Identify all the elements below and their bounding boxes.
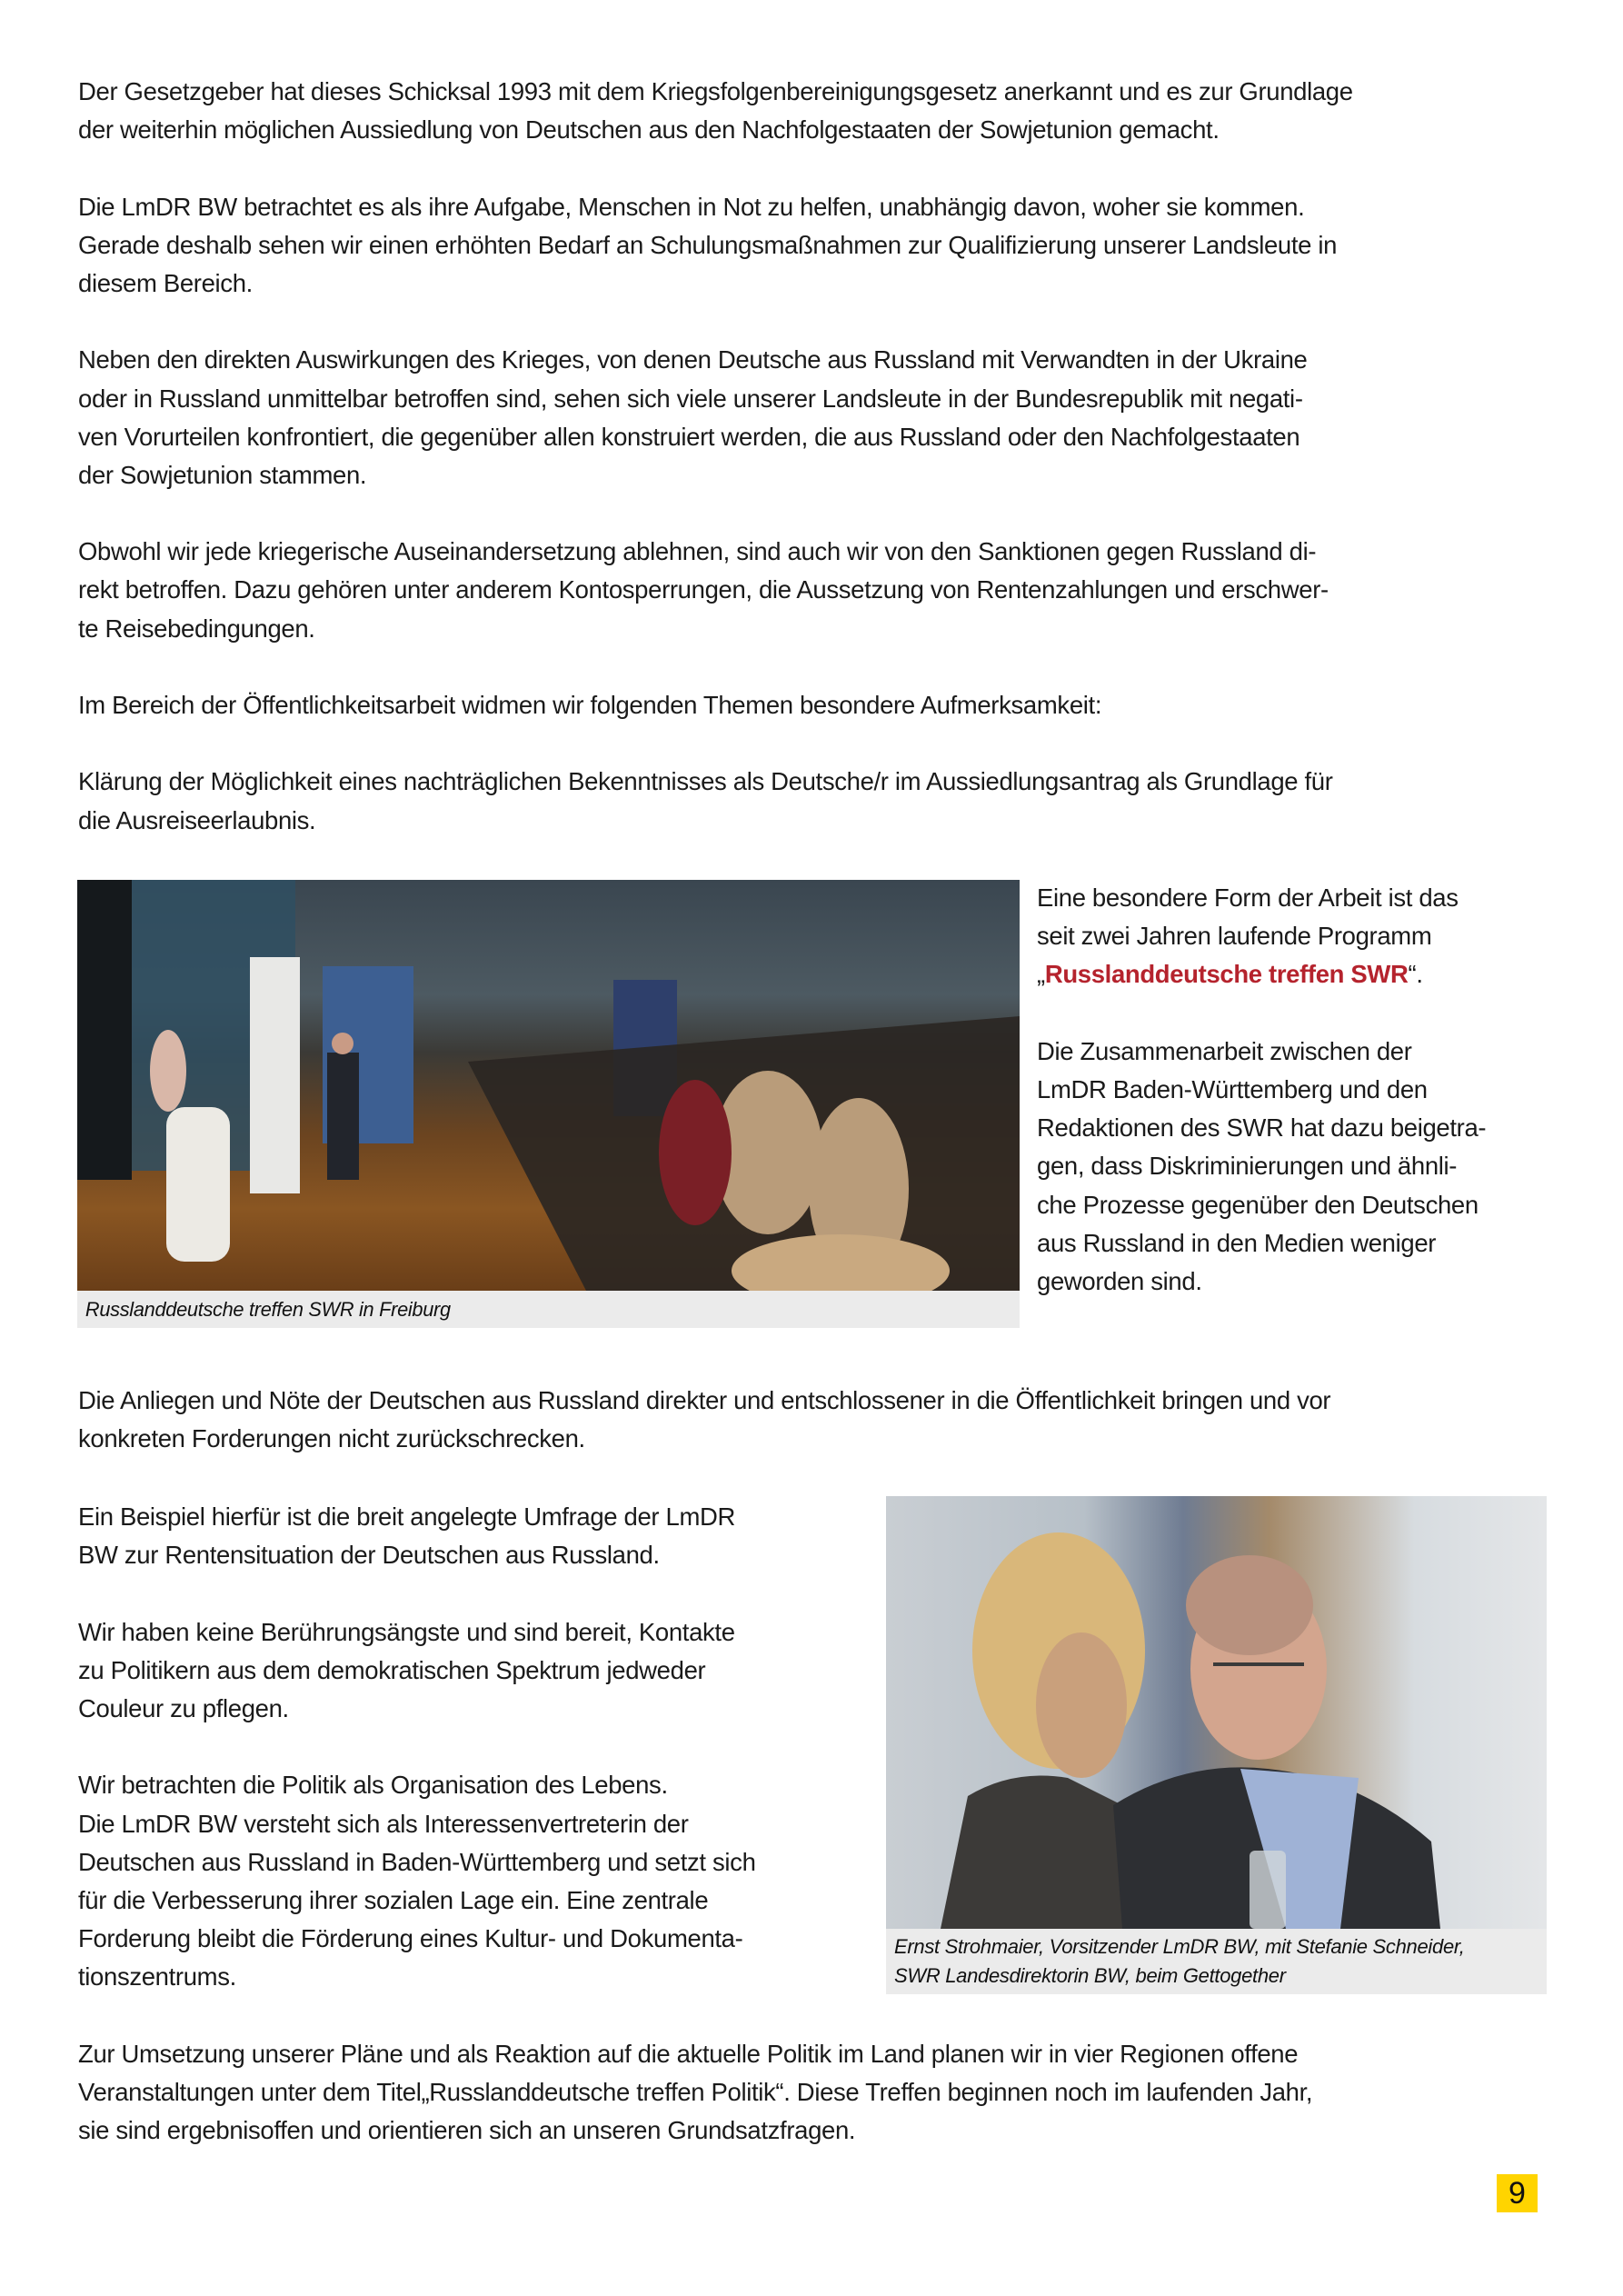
text-span: te Reisebedingungen. <box>78 614 315 643</box>
text-line <box>78 418 1550 456</box>
text-span: Wir betrachten die Politik als Organisation des Lebens. <box>78 1771 668 1800</box>
text-span: Ein Beispiel hierfür ist die breit angelegte Umfrage der LmDR <box>78 1502 736 1531</box>
text-span: Eine besondere Form der Arbeit ist das <box>1037 883 1459 912</box>
text-span: Die LmDR BW versteht sich als Interessenvertreterin der <box>78 1809 689 1838</box>
text-span: Der Gesetzgeber hat dieses Schicksal 1993 mit dem Kriegsfolgenbereinigungsgesetz anerkannt und es zur Grundlage <box>78 77 1353 105</box>
text-line <box>78 1420 1550 1458</box>
text-span: der weiterhin möglichen Aussiedlung von Deutschen aus den Nachfolgestaaten der Sowjetunion gemacht. <box>78 115 1220 145</box>
text-line <box>1037 917 1555 955</box>
text-line <box>78 341 1550 379</box>
text-line <box>78 188 1550 226</box>
text-span: Gerade deshalb sehen wir einen erhöhten Bedarf an Schulungsmaßnahmen zur Qualifizierung unserer Landsleute in <box>78 230 1338 259</box>
text-span: Im Bereich der Öffentlichkeitsarbeit widmen wir folgenden Themen besondere Aufmerksamkeit: <box>78 691 1102 719</box>
text-line <box>78 2035 1550 2073</box>
text-span: Redaktionen des SWR hat dazu beigetra- <box>1037 1113 1487 1143</box>
text-span: Zur Umsetzung unserer Pläne und als Reaktion auf die aktuelle Politik im Land planen wir in vier Regionen offene <box>78 2040 1299 2068</box>
text-line <box>78 1958 860 1996</box>
text-line <box>78 533 1550 571</box>
text-line <box>78 1882 860 1920</box>
text-line <box>78 2073 1550 2111</box>
text-span: diesem Bereich. <box>78 268 253 297</box>
photo-portrait-illustration <box>886 1496 1547 1929</box>
program-name-highlight: Russlanddeutsche treffen SWR <box>1044 960 1409 989</box>
text-span: che Prozesse gegenüber den Deutschen <box>1037 1190 1479 1219</box>
page-number: 9 <box>1508 2176 1526 2211</box>
photo-strohmaier-caption <box>886 1929 1547 1994</box>
text-line <box>78 1920 860 1958</box>
text-line <box>78 1690 860 1728</box>
text-line <box>78 610 1550 648</box>
text-line <box>1037 1147 1555 1185</box>
intro-paragraphs <box>78 73 1550 840</box>
paragraph-regional-events <box>78 2035 1550 2151</box>
text-line <box>78 265 1550 303</box>
text-line <box>78 226 1550 265</box>
text-line <box>1037 879 1555 917</box>
left-column-text <box>78 1498 860 1996</box>
text-span: ven Vorurteilen konfrontiert, die gegenüber allen konstruiert werden, die aus Russland oder den Nachfolgestaaten <box>78 422 1300 451</box>
caption-text: SWR Landesdirektorin BW, beim Gettogether <box>894 1964 1286 1987</box>
text-span: für die Verbesserung ihrer sozialen Lage ein. Eine zentrale <box>78 1885 709 1914</box>
paragraph-concerns <box>78 1382 1550 1458</box>
text-line <box>1037 1071 1555 1109</box>
text-line <box>78 380 1550 418</box>
text-span: Forderung bleibt die Förderung eines Kultur- und Dokumenta- <box>78 1924 743 1953</box>
text-line <box>78 456 1550 494</box>
text-span: Die Zusammenarbeit zwischen der <box>1037 1036 1412 1065</box>
text-span: aus Russland in den Medien weniger <box>1037 1228 1437 1257</box>
text-span: zu Politikern aus dem demokratischen Spektrum jedweder <box>78 1655 706 1684</box>
text-span: der Sowjetunion stammen. <box>78 460 367 489</box>
quote-open: „ <box>1037 960 1045 989</box>
paragraph-public-relations <box>78 686 1550 724</box>
text-span: die Ausreiseerlaubnis. <box>78 805 316 834</box>
text-span: Die Anliegen und Nöte der Deutschen aus Russland direkter und entschlossener in die Öffentlichkeit bringen und vor <box>78 1386 1331 1414</box>
text-span: LmDR Baden-Württemberg und den <box>1037 1074 1428 1103</box>
text-span: Neben den direkten Auswirkungen des Krieges, von denen Deutsche aus Russland mit Verwandten in der Ukraine <box>78 345 1308 374</box>
text-span: Klärung der Möglichkeit eines nachträglichen Bekenntnisses als Deutsche/r im Aussiedlungsantrag als Grundlage für <box>78 767 1333 796</box>
quote-close: “. <box>1408 960 1423 989</box>
text-span: tionszentrums. <box>78 1962 236 1992</box>
text-line <box>78 1843 860 1882</box>
text-line <box>78 1382 1550 1420</box>
text-line <box>78 686 1550 724</box>
text-span: Obwohl wir jede kriegerische Auseinandersetzung ablehnen, sind auch wir von den Sanktionen gegen Russland di- <box>78 537 1317 566</box>
text-line <box>1037 1224 1555 1263</box>
text-span: Deutschen aus Russland in Baden-Württemberg und setzt sich <box>78 1847 756 1876</box>
text-span: Couleur zu pflegen. <box>78 1693 289 1722</box>
text-span: Wir haben keine Berührungsängste und sind bereit, Kontakte <box>78 1617 735 1646</box>
text-line <box>78 2111 1550 2150</box>
page-number-badge <box>1497 2174 1538 2212</box>
text-line <box>1037 1263 1555 1301</box>
text-line <box>78 1536 860 1574</box>
text-line <box>1037 955 1555 993</box>
caption-text: Russlanddeutsche treffen SWR in Freiburg <box>85 1298 451 1321</box>
text-span: seit zwei Jahren laufende Programm <box>1037 922 1432 951</box>
text-line <box>78 763 1550 801</box>
sidebar-text <box>1037 879 1555 1301</box>
text-line <box>78 1766 860 1804</box>
paragraph-mission <box>78 188 1550 304</box>
text-span: sie sind ergebnisoffen und orientieren sich an unseren Grundsatzfragen. <box>78 2116 856 2145</box>
text-line <box>1037 1033 1555 1071</box>
text-span: BW zur Rentensituation der Deutschen aus Russland. <box>78 1541 660 1570</box>
text-line <box>1037 1109 1555 1147</box>
paragraph-legislation <box>78 73 1550 149</box>
paragraph-clarification <box>78 763 1550 839</box>
text-line <box>78 571 1550 609</box>
text-line <box>78 1652 860 1690</box>
caption-text: Ernst Strohmaier, Vorsitzender LmDR BW, mit Stefanie Schneider, <box>894 1935 1465 1958</box>
photo-strohmaier-schneider <box>886 1496 1547 1929</box>
photo-audience-caption <box>77 1291 1020 1328</box>
paragraph-war-effects <box>78 341 1550 494</box>
photo-audience-illustration <box>77 880 1020 1291</box>
text-line <box>78 802 1550 840</box>
text-line <box>1037 1186 1555 1224</box>
text-line <box>78 73 1550 111</box>
text-span: rekt betroffen. Dazu gehören unter anderem Kontosperrungen, die Aussetzung von Rentenzahlungen und erschwer- <box>78 575 1329 604</box>
text-span: geworden sind. <box>1037 1266 1202 1295</box>
text-line <box>78 1805 860 1843</box>
text-span: gen, dass Diskriminierungen und ähnli- <box>1037 1152 1458 1181</box>
text-line <box>78 1613 860 1652</box>
text-line <box>78 111 1550 149</box>
text-span: konkreten Forderungen nicht zurückschrecken. <box>78 1424 585 1453</box>
text-span: oder in Russland unmittelbar betroffen sind, sehen sich viele unserer Landsleute in der Bundesrepublik mit negati- <box>78 384 1303 413</box>
paragraph-sanctions <box>78 533 1550 648</box>
photo-audience-freiburg <box>77 880 1020 1291</box>
text-span: Die LmDR BW betrachtet es als ihre Aufgabe, Menschen in Not zu helfen, unabhängig davon, woher sie kommen. <box>78 192 1305 221</box>
text-line <box>78 1498 860 1536</box>
text-span: Veranstaltungen unter dem Titel„Russlanddeutsche treffen Politik“. Diese Treffen beginnen noch im laufenden Jahr, <box>78 2078 1313 2107</box>
